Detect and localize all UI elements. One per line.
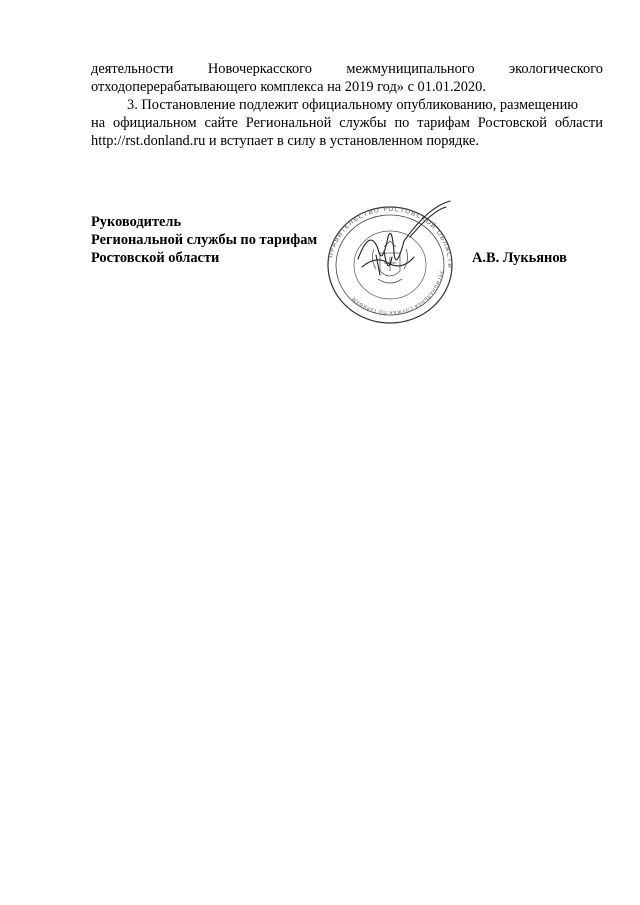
svg-text:ПРАВИТЕЛЬСТВО РОСТОВСКОЙ ОБЛАС: ПРАВИТЕЛЬСТВО РОСТОВСКОЙ ОБЛАСТИ: [327, 205, 454, 270]
svg-text:РЕГИОНАЛЬНАЯ СЛУЖБА ПО ТАРИФАМ: РЕГИОНАЛЬНАЯ СЛУЖБА ПО ТАРИФАМ: [351, 270, 443, 315]
paragraph-1-line-1: [91, 60, 603, 78]
paragraph-2-line-1: 3. Постановление подлежит официальному опубликованию, размещению: [127, 97, 579, 113]
signatory-title-line-3: Ростовской области: [91, 250, 220, 266]
paragraph-2: [91, 96, 603, 150]
paragraph-1-line-2: отходоперерабатывающего комплекса на 2019 год» с 01.01.2020.: [91, 79, 486, 95]
word: экологического: [509, 61, 603, 77]
word: Новочеркасского: [207, 61, 312, 77]
word: области: [554, 115, 603, 131]
word: Ростовской: [477, 115, 547, 131]
word: сайте: [204, 115, 238, 131]
word: на: [91, 115, 106, 131]
paragraph-2-line-3: http://rst.donland.ru и вступает в силу в установленном порядке.: [91, 133, 479, 149]
paragraph-1: [91, 60, 603, 96]
word: деятельности: [91, 61, 174, 77]
word: официальном: [113, 115, 197, 131]
word: по: [394, 115, 410, 131]
signatory-title: [91, 213, 317, 267]
paragraph-2-line-2: [91, 114, 603, 132]
signatory-title-line-2: Региональной службы по тарифам: [91, 232, 318, 248]
word: тарифам: [417, 115, 470, 131]
signatory-title-line-1: Руководитель: [91, 214, 182, 230]
word: службы: [339, 115, 387, 131]
word: межмуниципального: [346, 61, 475, 77]
word: Региональной: [245, 115, 332, 131]
official-seal-stamp: [318, 197, 466, 329]
signatory-name: А.В. Лукьянов: [472, 250, 567, 266]
